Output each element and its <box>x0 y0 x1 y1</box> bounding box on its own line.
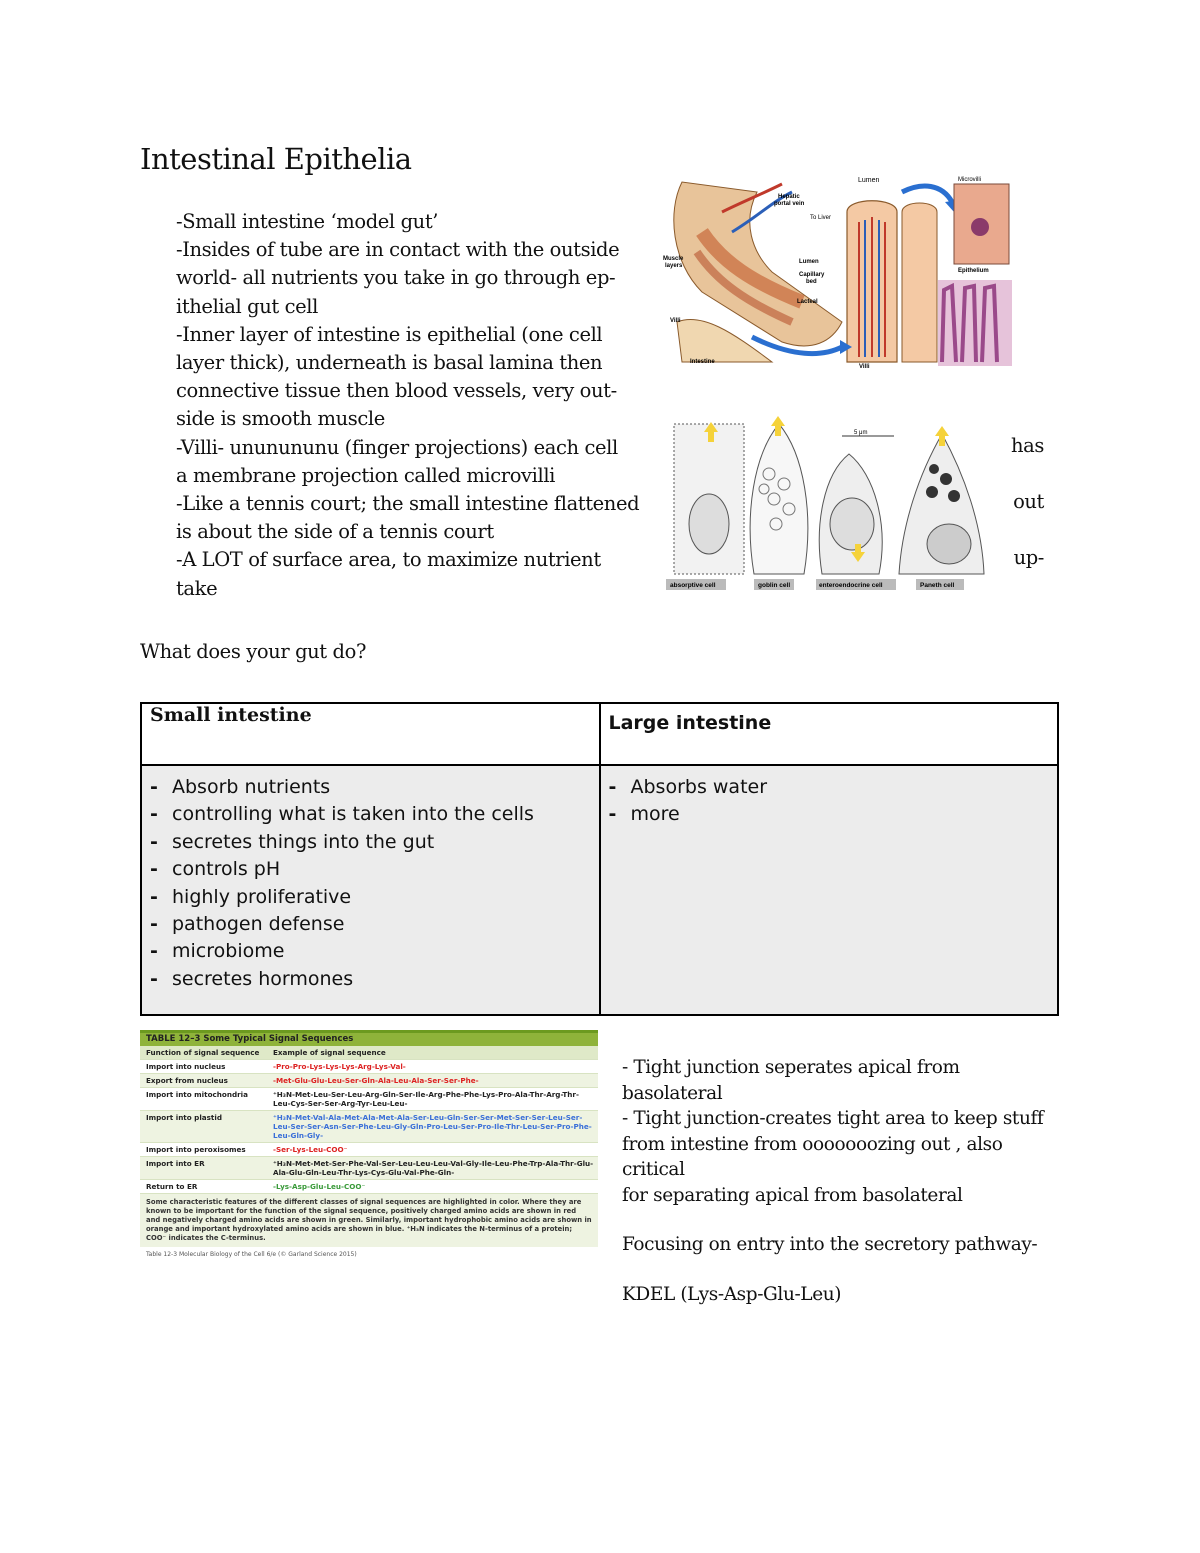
list-item: - controlling what is taken into the cells <box>146 801 595 828</box>
note-line: from intestine from ooooooozing out , also critical <box>622 1133 1003 1180</box>
wrap-word: up- <box>1013 546 1044 569</box>
intestine-anatomy-figure <box>662 172 1014 368</box>
note-line: connective tissue then blood vessels, very out- <box>176 379 617 403</box>
cell-label-paneth: Paneth cell <box>920 582 955 589</box>
signal-table-caption: Some characteristic features of the different classes of signal sequences are highlighted in color. Where they are known to be important for the function of the signal sequence, positively charged amino acids are shown in red and negatively charged amino acids are shown in green. Similarly, important hydrophobic amino acids are shown in orange and important hydroxylated amino acids are shown in blue. ⁺H₃N indicates the N-terminus of a protein; COO⁻ indicates the C-terminus. <box>140 1194 598 1247</box>
signal-sequence: -Met-Glu-Glu-Leu-Ser-Gln-Ala-Leu-Ala-Ser-Ser-Phe- <box>273 1076 479 1085</box>
wrap-word: has <box>1011 434 1044 457</box>
signal-table-footer: Table 12-3 Molecular Biology of the Cell 6/e (© Garland Science 2015) <box>146 1251 357 1258</box>
list-item: - secretes hormones <box>146 966 595 993</box>
list-item: - Absorb nutrients <box>146 774 595 801</box>
label-lumen-2: Lumen <box>799 259 819 265</box>
signal-function: Import into nucleus <box>146 1062 226 1071</box>
page-title: Intestinal Epithelia <box>140 142 412 176</box>
signal-sequence: -Pro-Pro-Lys-Lys-Lys-Arg-Lys-Val- <box>273 1062 406 1071</box>
signal-sequence: ⁺H₃N-Met-Met-Ser-Phe-Val-Ser-Leu-Leu-Leu-Val-Gly-Ile-Leu-Phe-Trp-Ala-Thr-Glu-Ala-Glu-Gln-Leu-Thr-Lys-Cys-Glu-Val-Phe-Gln- <box>273 1159 594 1177</box>
list-item: - pathogen defense <box>146 911 595 938</box>
note-line: -A LOT of surface area, to maximize nutrient <box>176 548 601 572</box>
scale-label: 5 μm <box>854 430 868 436</box>
large-intestine-cell <box>600 765 1059 1015</box>
note-line: -Insides of tube are in contact with the outside <box>176 238 620 262</box>
signal-col-function: Function of signal sequence <box>146 1048 260 1057</box>
signal-function: Export from nucleus <box>146 1076 228 1085</box>
list-item: - controls pH <box>146 856 595 883</box>
cell-types-figure <box>664 414 990 594</box>
header-large-intestine: Large intestine <box>600 703 1059 765</box>
note-line: Focusing on entry into the secretory pathway- <box>622 1234 1038 1255</box>
kdel-line: KDEL (Lys-Asp-Glu-Leu) <box>622 1283 842 1305</box>
header-small-intestine: Small intestine <box>141 703 600 765</box>
note-line: a membrane projection called microvilli <box>176 463 556 487</box>
note-line: side is smooth muscle <box>176 407 385 431</box>
signal-function: Import into peroxisomes <box>146 1145 246 1154</box>
table-row <box>140 1143 598 1157</box>
signal-function: Import into mitochondria <box>146 1090 248 1099</box>
note-line: ithelial gut cell <box>176 294 318 318</box>
note-line: - Tight junction-creates tight area to keep stuff <box>622 1108 1044 1129</box>
table-row <box>140 1088 598 1111</box>
signal-function: Import into plastid <box>146 1113 222 1122</box>
signal-sequence: -Lys-Asp-Glu-Leu-COO⁻ <box>273 1182 366 1191</box>
list-item: - highly proliferative <box>146 884 595 911</box>
label-layers: layers <box>665 263 683 269</box>
table-row <box>140 1157 598 1180</box>
signal-sequence: -Ser-Lys-Leu-COO⁻ <box>273 1145 348 1154</box>
tight-junction-notes <box>622 1055 1062 1307</box>
list-item: - secretes things into the gut <box>146 829 595 856</box>
label-muscle: Muscle <box>663 256 684 262</box>
label-portal-vein: portal vein <box>774 201 805 207</box>
table-row <box>140 1180 598 1194</box>
signal-function: Import into ER <box>146 1159 205 1168</box>
intestine-notes <box>176 208 646 603</box>
table-row <box>140 1111 598 1143</box>
cell-label-enteroendocrine: enteroendocrine cell <box>819 582 883 589</box>
note-line: for separating apical from basolateral <box>622 1184 963 1206</box>
note-line: world- all nutrients you take in go through ep- <box>176 266 616 290</box>
signal-function: Return to ER <box>146 1182 198 1191</box>
label-lumen: Lumen <box>858 177 880 184</box>
note-line: - Tight junction seperates apical from basolateral <box>622 1057 960 1104</box>
list-item: - microbiome <box>146 938 595 965</box>
cell-label-absorptive: absorptive cell <box>670 582 716 589</box>
small-intestine-cell <box>141 765 600 1015</box>
label-capillary: Capillary <box>799 272 825 278</box>
list-item: - Absorbs water <box>605 774 1054 801</box>
signal-col-example: Example of signal sequence <box>273 1048 386 1057</box>
note-line: -Small intestine ‘model gut’ <box>176 210 439 233</box>
table-row <box>140 1074 598 1088</box>
wrap-word: out <box>1013 490 1044 513</box>
label-to-liver: To Liver <box>810 215 832 221</box>
note-line: layer thick), underneath is basal lamina then <box>176 351 603 375</box>
label-lacteal: Lacteal <box>797 299 818 305</box>
label-hepatic: Hepatic <box>778 194 800 200</box>
note-line: take <box>176 576 218 600</box>
label-villi: Villi <box>670 318 681 324</box>
signal-sequence: ⁺H₃N-Met-Val-Ala-Met-Ala-Met-Ala-Ser-Leu-Gln-Ser-Ser-Met-Ser-Ser-Leu-Ser-Leu-Ser-Ser-Asn-Ser-Phe-Leu-Gly-Gln-Pro-Leu-Ser-Pro-Ile-Thr-Leu-Ser-Pro-Phe-Leu-Gln-Gly- <box>273 1113 592 1140</box>
table-row <box>140 1060 598 1074</box>
signal-sequence: ⁺H₃N-Met-Leu-Ser-Leu-Arg-Gln-Ser-Ile-Arg-Phe-Phe-Lys-Pro-Ala-Thr-Arg-Thr-Leu-Cys-Ser-Ser-Arg-Tyr-Leu-Leu- <box>273 1090 579 1108</box>
gut-comparison-table <box>140 702 1059 1016</box>
label-microvilli: Microvilli <box>958 177 981 183</box>
signal-table-header <box>140 1046 598 1060</box>
question-text: What does your gut do? <box>140 640 367 663</box>
label-bed: bed <box>806 279 817 285</box>
label-epithelium: Epithelium <box>958 268 989 274</box>
cell-label-goblin: goblin cell <box>758 582 791 589</box>
signal-table-title: TABLE 12–3 Some Typical Signal Sequences <box>140 1030 598 1046</box>
list-item: - more <box>605 801 1054 828</box>
label-intestine: Intestine <box>690 359 715 365</box>
note-line: -Inner layer of intestine is epithelial (one cell <box>176 322 603 346</box>
note-line: -Villi- ununununu (finger projections) each cell <box>176 435 618 459</box>
label-villi-2: Villi <box>859 364 870 368</box>
signal-sequence-table <box>140 1030 598 1282</box>
note-line: -Like a tennis court; the small intestine flattened <box>176 492 640 516</box>
note-line: is about the side of a tennis court <box>176 520 494 544</box>
